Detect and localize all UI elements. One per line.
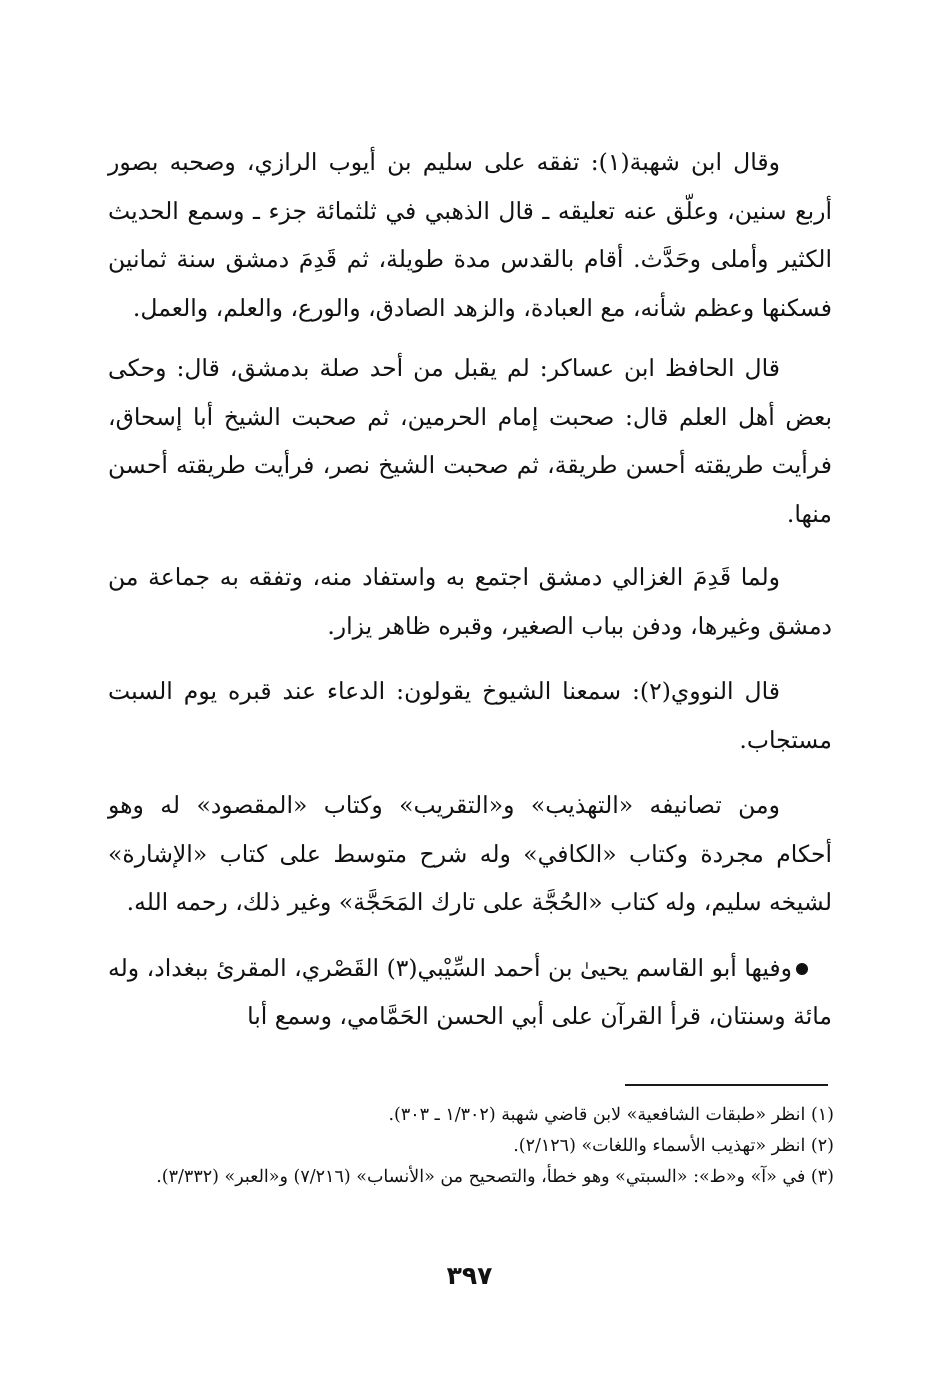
footnote-1: (١) انظر «طبقات الشافعية» لابن قاضي شهبة (١/٣٠٢ ـ ٣٠٣). xyxy=(388,1105,834,1125)
paragraph-text: ومن تصانيفه «التهذيب» و«التقريب» وكتاب «المقصود» له وهو أحكام مجردة وكتاب «الكافي» وله شرح متوسط على كتاب «الإشارة» لشيخه سليم، وله كتاب «الحُجَّة على تارك المَحَجَّة» وغير ذلك، رحمه الله. xyxy=(108,791,832,916)
paragraph-ibn-asakir xyxy=(108,344,832,538)
page-number: ٣٩٧ xyxy=(446,1261,493,1290)
paragraph-nawawi xyxy=(108,667,832,764)
paragraph-text: قال الحافظ ابن عساكر: لم يقبل من أحد صلة بدمشق، قال: وحكى بعض أهل العلم قال: صحبت إمام الحرمين، ثم صحبت الشيخ أبا إسحاق، فرأيت طريقته أحسن طريقة، ثم صحبت الشيخ نصر، فرأيت طريقته أحسن منها. xyxy=(108,354,832,528)
paragraph-ibn-shuhba xyxy=(108,138,832,332)
paragraph-works xyxy=(108,781,832,927)
bullet-icon xyxy=(796,963,808,975)
footnote-2: (٢) انظر «تهذيب الأسماء واللغات» (٢/١٢٦). xyxy=(513,1136,834,1156)
footnote-3: (٣) في «آ» و«ط»: «السبتي» وهو خطأ، والتصحيح من «الأنساب» (٧/٢١٦) و«العبر» (٣/٣٣٢). xyxy=(156,1167,834,1187)
paragraph-text: ولما قَدِمَ الغزالي دمشق اجتمع به واستفاد منه، وتفقه به جماعة من دمشق وغيرها، ودفن بباب الصغير، وقبره ظاهر يزار. xyxy=(108,563,832,640)
paragraph-ghazali xyxy=(108,553,832,650)
paragraph-obituary-entry xyxy=(108,944,832,1041)
paragraph-text: قال النووي(٢): سمعنا الشيوخ يقولون: الدعاء عند قبره يوم السبت مستجاب. xyxy=(108,677,832,754)
footnotes xyxy=(108,1100,834,1193)
paragraph-text: وفيها أبو القاسم يحيىٰ بن أحمد السِّيْبي(٣) القَصْري، المقرئ ببغداد، وله مائة وسنتان، قرأ القرآن على أبي الحسن الحَمَّامي، وسمع أبا xyxy=(108,953,832,1030)
main-text xyxy=(108,138,832,1041)
footnote-separator xyxy=(625,1084,828,1086)
paragraph-text: وقال ابن شهبة(١): تفقه على سليم بن أيوب الرازي، وصحبه بصور أربع سنين، وعلّق عنه تعليقه ـ قال الذهبي في ثلثمائة جزء ـ وسمع الحديث الكثير وأملى وحَدَّث. أقام بالقدس مدة طويلة، ثم قَدِمَ دمشق سنة ثمانين فسكنها وعظم شأنه، مع العبادة، والزهد الصادق، والورع، والعلم، والعمل. xyxy=(108,148,832,322)
